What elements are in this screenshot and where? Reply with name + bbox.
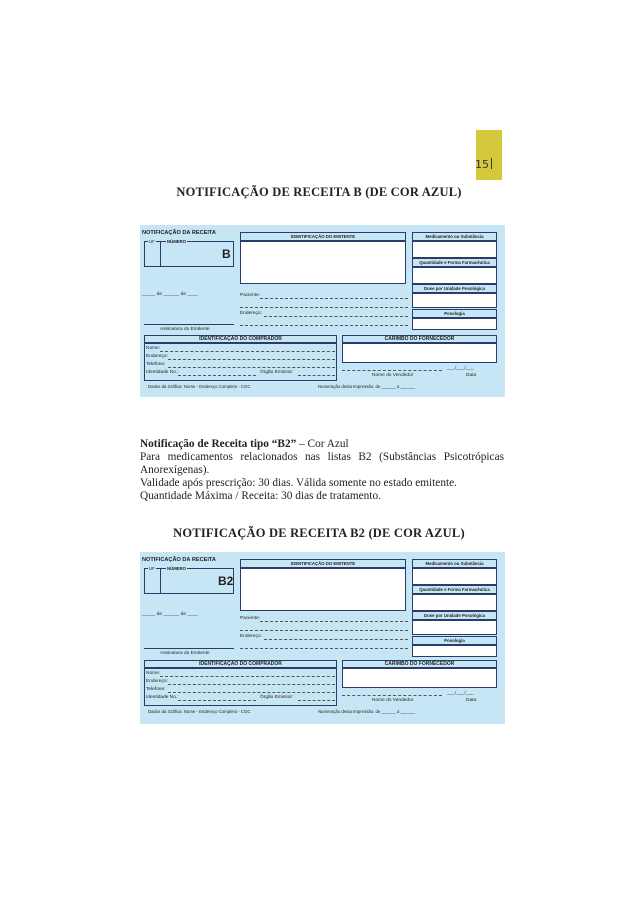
comprador-header: IDENTIFICAÇÃO DO COMPRADOR — [144, 660, 337, 668]
notificacao-label: NOTIFICAÇÃO DA RECEITA — [142, 230, 216, 236]
numeracao-label: Numeração desta Impressão: de ______ a ______ — [318, 709, 415, 714]
form-receita-b — [140, 225, 505, 397]
signature-line — [144, 648, 234, 649]
carimbo-header: CARIMBO DO FORNECEDOR — [342, 335, 497, 343]
heading-rest: – Cor Azul — [296, 438, 349, 450]
vendedor-label: Nome do Vendedor — [372, 698, 414, 703]
quantidade-box[interactable] — [412, 594, 497, 611]
signature-line — [144, 324, 234, 325]
paragraph-line-3: Quantidade Máxima / Receita: 30 dias de tratamento. — [140, 490, 381, 502]
dose-header: Dose por Unidade Posológica — [412, 611, 497, 620]
page-number — [475, 158, 505, 171]
uf-label: UF — [149, 239, 155, 244]
identidade-label: Identidade No.: — [146, 370, 179, 375]
emitente-header: IDENTIFICAÇÃO DO EMITENTE — [240, 559, 406, 568]
data-label: Data — [466, 373, 477, 378]
emitente-box — [240, 568, 406, 611]
paragraph-line-1: Para medicamentos relacionados nas listas B2 (Substâncias Psicotrópicas Anorexígenas). — [140, 451, 504, 476]
date-line: _____ de ______ de ____ — [142, 612, 199, 617]
medicamento-header: Medicamento ou Substância — [412, 232, 497, 241]
notificacao-label: NOTIFICAÇÃO DA RECEITA — [142, 557, 216, 563]
grafica-label: Dados da Gráfica: Nome - Endereço Completo - CGC — [148, 384, 251, 389]
endereco2-label: Endereço: — [146, 679, 168, 684]
page-number-text: 15 — [475, 158, 489, 171]
form-receita-b2 — [140, 552, 505, 724]
posologia-header: Posologia — [412, 636, 497, 645]
orgao-label: Órgão Emissor: — [260, 370, 294, 375]
paciente-label: Paciente: — [240, 616, 261, 621]
description-paragraph — [140, 438, 504, 503]
assinatura-label: Assinatura do Emitente — [160, 651, 210, 656]
telefone-label: Telefone: — [146, 687, 166, 692]
medicamento-header: Medicamento ou Substância — [412, 559, 497, 568]
date-slashes: ___/___/___ — [447, 691, 474, 696]
endereco-label: Endereço: — [240, 634, 262, 639]
numeracao-label: Numeração desta Impressão: de ______ a ______ — [318, 384, 415, 389]
quantidade-header: Quantidade e Forma Farmacêutica — [412, 258, 497, 267]
data-label: Data — [466, 698, 477, 703]
comprador-header: IDENTIFICAÇÃO DO COMPRADOR — [144, 335, 337, 343]
endereco2-label: Endereço: — [146, 354, 168, 359]
uf-numero-box — [144, 241, 234, 267]
telefone-label: Telefone: — [146, 362, 166, 367]
quantidade-header: Quantidade e Forma Farmacêutica — [412, 585, 497, 594]
paciente-label: Paciente: — [240, 293, 261, 298]
emitente-header: IDENTIFICAÇÃO DO EMITENTE — [240, 232, 406, 241]
page-number-tab — [476, 130, 502, 180]
nome-label: Nome: — [146, 671, 161, 676]
endereco-label: Endereço: — [240, 311, 262, 316]
nome-label: Nome: — [146, 346, 161, 351]
posologia-header: Posologia — [412, 309, 497, 318]
section-title-b: NOTIFICAÇÃO DE RECEITA B (DE COR AZUL) — [176, 185, 462, 199]
form-letter: B — [222, 247, 231, 261]
dose-header: Dose por Unidade Posológica — [412, 284, 497, 293]
date-slashes: ___/___/___ — [447, 366, 474, 371]
medicamento-box[interactable] — [412, 568, 497, 585]
carimbo-box — [342, 668, 497, 688]
orgao-label: Órgão Emissor: — [260, 695, 294, 700]
vendedor-label: Nome do Vendedor — [372, 373, 414, 378]
dose-box[interactable] — [412, 293, 497, 308]
section-title-b2: NOTIFICAÇÃO DE RECEITA B2 (DE COR AZUL) — [173, 526, 465, 540]
uf-label: UF — [149, 566, 155, 571]
carimbo-header: CARIMBO DO FORNECEDOR — [342, 660, 497, 668]
paragraph-heading — [140, 438, 504, 451]
date-line: _____ de ______ de ____ — [142, 292, 199, 297]
form-letter: B2 — [218, 574, 234, 588]
numero-label: NÚMERO — [167, 239, 187, 244]
medicamento-box[interactable] — [412, 241, 497, 258]
identidade-label: Identidade No.: — [146, 695, 179, 700]
paragraph-line-2: Validade após prescrição: 30 dias. Válida somente no estado emitente. — [140, 477, 457, 489]
assinatura-label: Assinatura do Emitente — [160, 327, 210, 332]
heading-bold: Notificação de Receita tipo “B2” — [140, 438, 297, 450]
posologia-box[interactable] — [412, 318, 497, 330]
grafica-label: Dados da Gráfica: Nome - Endereço Completo - CGC — [148, 709, 251, 714]
quantidade-box[interactable] — [412, 267, 497, 284]
dose-box[interactable] — [412, 620, 497, 635]
carimbo-box — [342, 343, 497, 363]
numero-label: NÚMERO — [167, 566, 187, 571]
emitente-box — [240, 241, 406, 284]
posologia-box[interactable] — [412, 645, 497, 657]
